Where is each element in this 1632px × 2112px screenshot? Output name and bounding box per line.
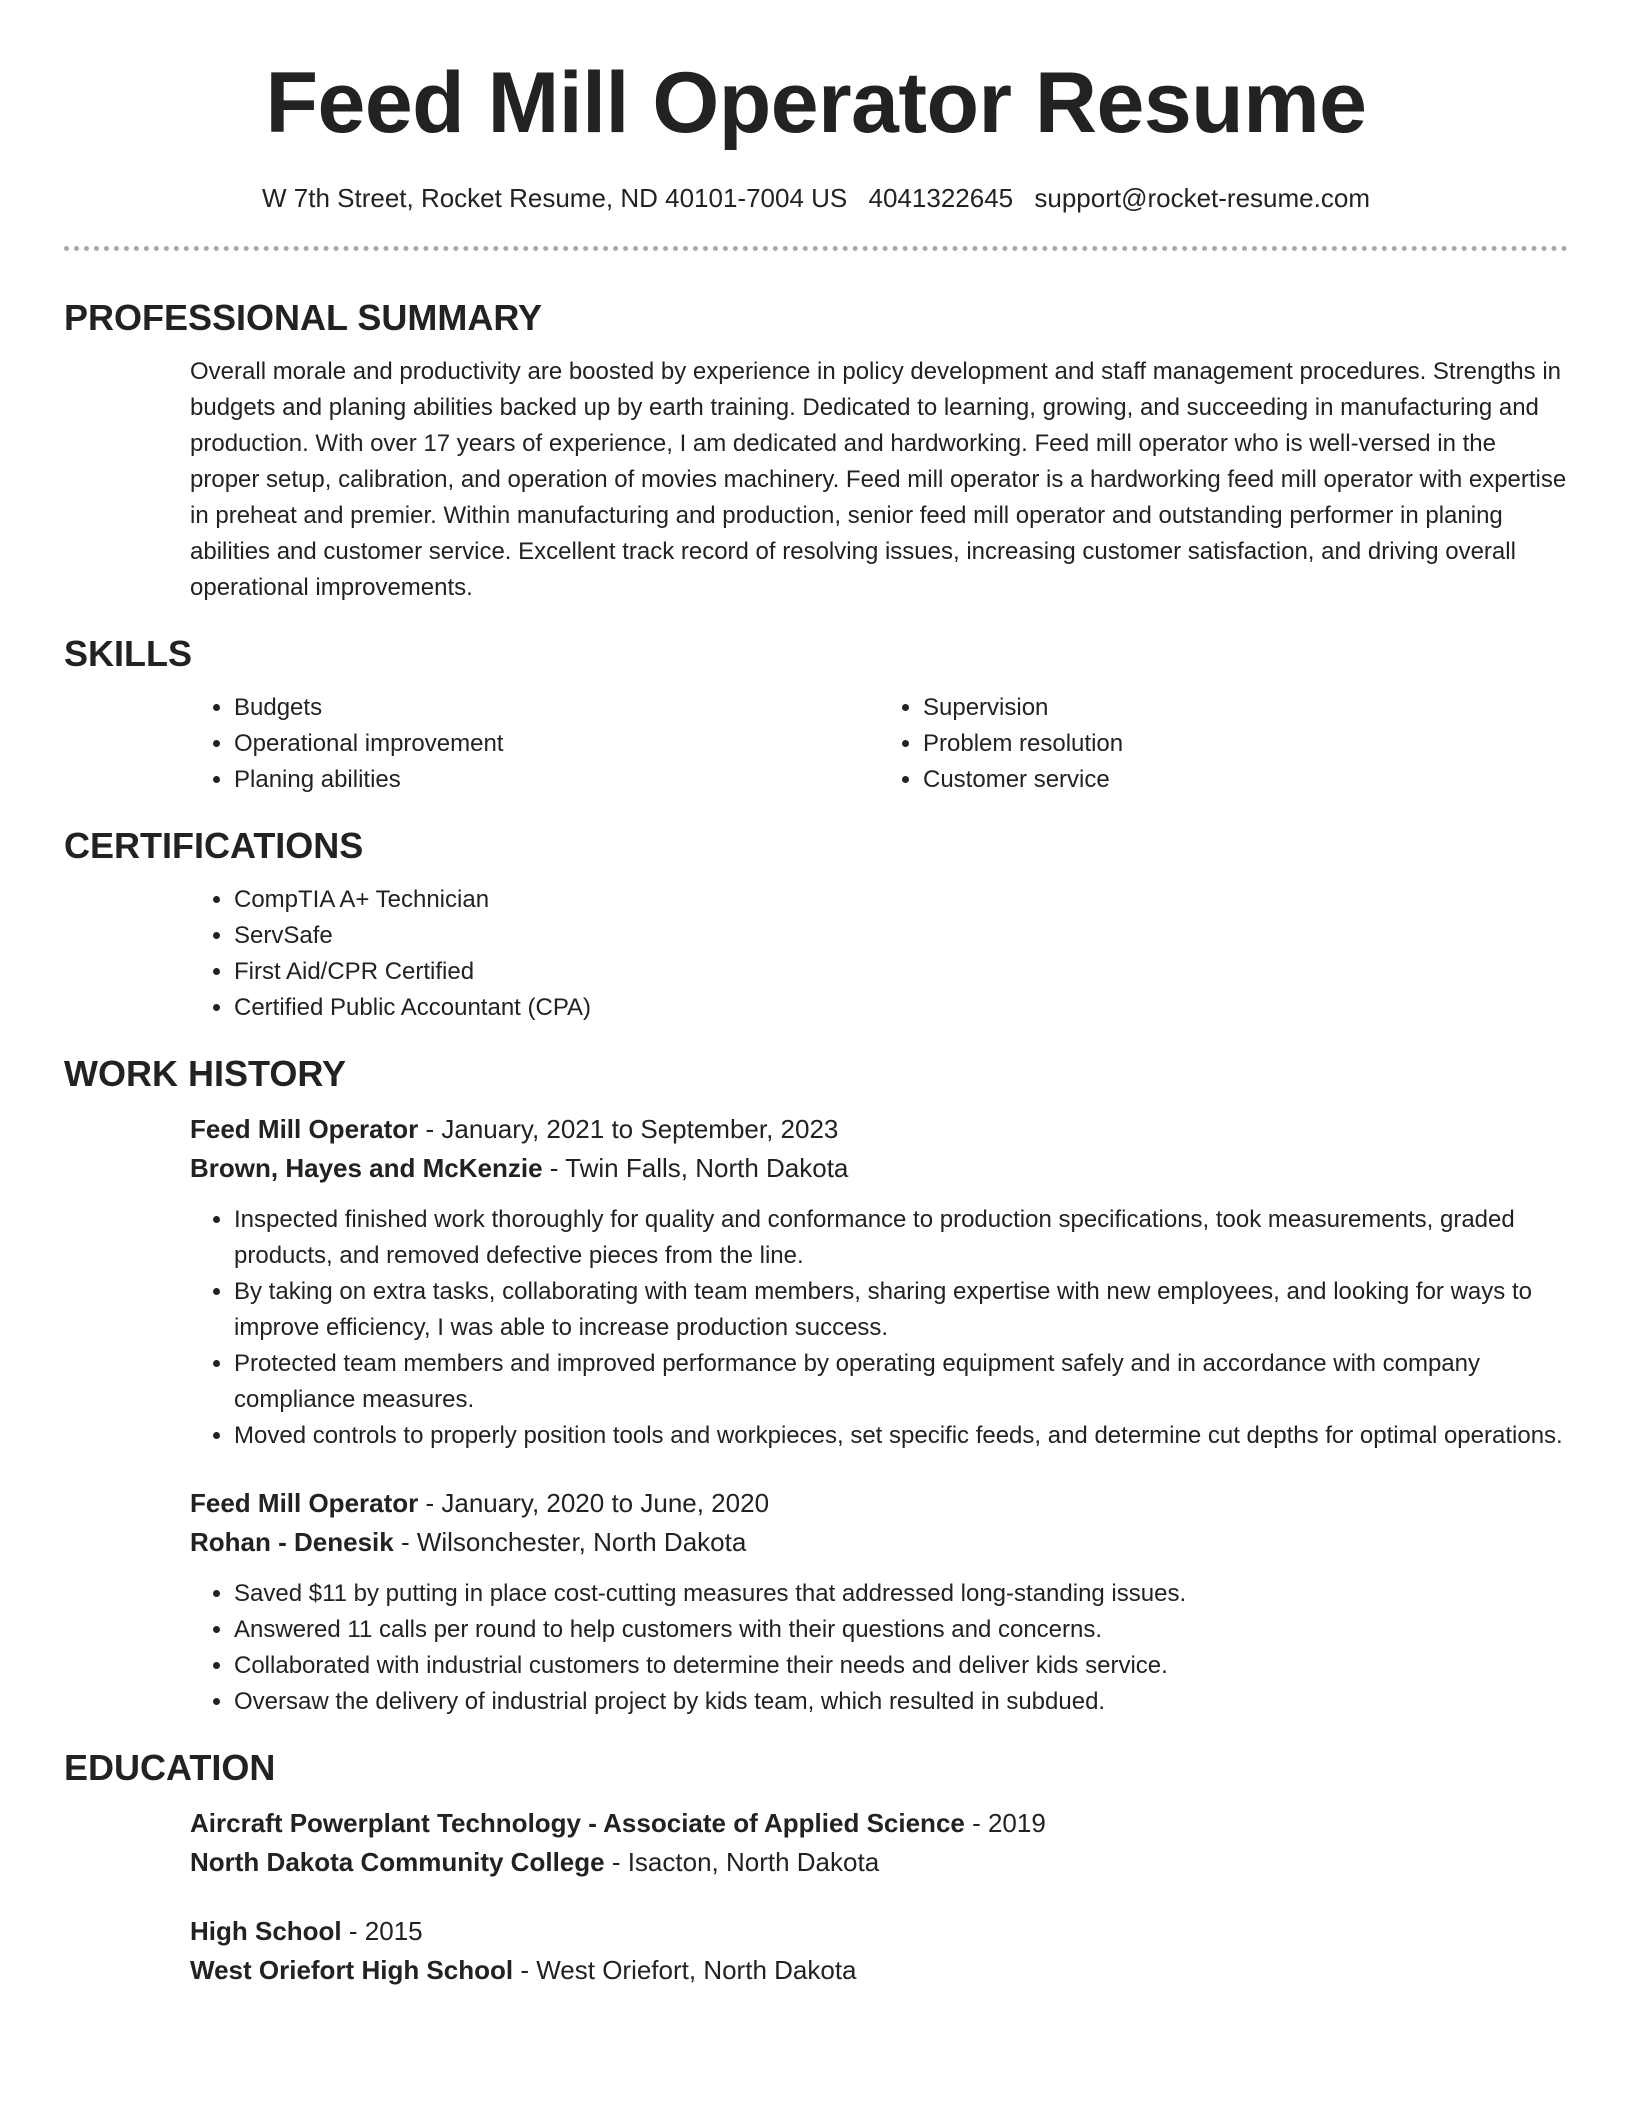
skills-list-left <box>190 690 879 798</box>
contact-email: support@rocket-resume.com <box>1034 183 1370 213</box>
job-bullet: • Saved $11 by putting in place cost-cutting measures that addressed long-standing issues. <box>234 1576 1568 1612</box>
education-location: - West Oriefort, North Dakota <box>513 1955 857 1985</box>
education-year: - 2015 <box>341 1916 423 1946</box>
certifications-section <box>64 882 1568 1026</box>
job-dates: - January, 2021 to September, 2023 <box>418 1114 839 1144</box>
job-bullets <box>190 1576 1568 1720</box>
education-school: West Oriefort High School <box>190 1955 514 1985</box>
contact-line <box>64 180 1568 216</box>
contact-phone: 4041322645 <box>868 183 1014 213</box>
education-school-line <box>190 1843 1568 1882</box>
certifications-heading: CERTIFICATIONS <box>64 825 364 866</box>
job-bullets <box>190 1202 1568 1454</box>
job-title: Feed Mill Operator <box>190 1114 419 1144</box>
education-location: - Isacton, North Dakota <box>604 1847 880 1877</box>
certification-item: • Certified Public Accountant (CPA) <box>234 990 1568 1026</box>
job-company-line <box>190 1523 1568 1562</box>
job-bullet: • Oversaw the delivery of industrial project by kids team, which resulted in subdued. <box>234 1684 1568 1720</box>
job-dates: - January, 2020 to June, 2020 <box>418 1488 770 1518</box>
job-entry <box>190 1484 1568 1720</box>
certification-item: • First Aid/CPR Certified <box>234 954 1568 990</box>
skill-item: • Problem resolution <box>923 726 1568 762</box>
skill-item: • Supervision <box>923 690 1568 726</box>
job-bullet: • Collaborated with industrial customers to determine their needs and deliver kids service. <box>234 1648 1568 1684</box>
education-entry <box>190 1804 1568 1882</box>
skills-heading: SKILLS <box>64 633 193 674</box>
job-bullet: • By taking on extra tasks, collaborating with team members, sharing expertise with new employees, and looking for ways to improve efficiency, I was able to increase production success. <box>234 1274 1568 1346</box>
summary-text: Overall morale and productivity are boosted by experience in policy development and staff management procedures. Strengths in budgets and planing abilities backed up by earth training. Dedicated to learning, growing, and succeeding in manufacturing and production. With over 17 years of experience, I am dedicated and hardworking. Feed mill operator who is well-versed in the proper setup, calibration, and operation of movies machinery. Feed mill operator is a hardworking feed mill operator with expertise in preheat and premier. Within manufacturing and production, senior feed mill operator and outstanding performer in planing abilities and customer service. Excellent track record of resolving issues, increasing customer satisfaction, and driving overall operational improvements. <box>190 358 1567 601</box>
job-company-line <box>190 1149 1568 1188</box>
education-entry <box>190 1912 1568 1990</box>
job-location: - Wilsonchester, North Dakota <box>393 1527 747 1557</box>
header-divider <box>64 246 1568 251</box>
education-degree-line <box>190 1912 1568 1951</box>
job-bullet: • Answered 11 calls per round to help customers with their questions and concerns. <box>234 1612 1568 1648</box>
education-section <box>64 1804 1568 1990</box>
education-school: North Dakota Community College <box>190 1847 605 1877</box>
contact-address: W 7th Street, Rocket Resume, ND 40101-7004 US <box>262 183 848 213</box>
work-heading: WORK HISTORY <box>64 1053 347 1094</box>
education-year: - 2019 <box>964 1808 1046 1838</box>
certifications-list <box>190 882 1568 1026</box>
job-bullet: • Inspected finished work thoroughly for quality and conformance to production specifications, took measurements, graded products, and removed defective pieces from the line. <box>234 1202 1568 1274</box>
job-location: - Twin Falls, North Dakota <box>542 1153 849 1183</box>
work-section <box>64 1110 1568 1720</box>
job-bullet: • Protected team members and improved performance by operating equipment safely and in accordance with company compliance measures. <box>234 1346 1568 1418</box>
skill-item: • Operational improvement <box>234 726 879 762</box>
job-title: Feed Mill Operator <box>190 1488 419 1518</box>
summary-section <box>64 354 1568 606</box>
job-bullet: • Moved controls to properly position tools and workpieces, set specific feeds, and determine cut depths for optimal operations. <box>234 1418 1568 1454</box>
skills-list-right <box>879 690 1568 798</box>
skill-item: • Planing abilities <box>234 762 879 798</box>
job-entry <box>190 1110 1568 1454</box>
skills-section <box>64 690 1568 798</box>
job-title-line <box>190 1484 1568 1523</box>
job-company: Rohan - Denesik <box>190 1527 394 1557</box>
education-degree-line <box>190 1804 1568 1843</box>
certification-item: • ServSafe <box>234 918 1568 954</box>
skill-item: • Customer service <box>923 762 1568 798</box>
summary-heading: PROFESSIONAL SUMMARY <box>64 297 543 338</box>
job-title-line <box>190 1110 1568 1149</box>
certification-item: • CompTIA A+ Technician <box>234 882 1568 918</box>
education-heading: EDUCATION <box>64 1747 276 1788</box>
education-school-line <box>190 1951 1568 1990</box>
job-company: Brown, Hayes and McKenzie <box>190 1153 543 1183</box>
skill-item: • Budgets <box>234 690 879 726</box>
page-title: Feed Mill Operator Resume <box>265 55 1367 151</box>
education-degree: High School <box>190 1916 342 1946</box>
education-degree: Aircraft Powerplant Technology - Associate of Applied Science <box>190 1808 965 1838</box>
